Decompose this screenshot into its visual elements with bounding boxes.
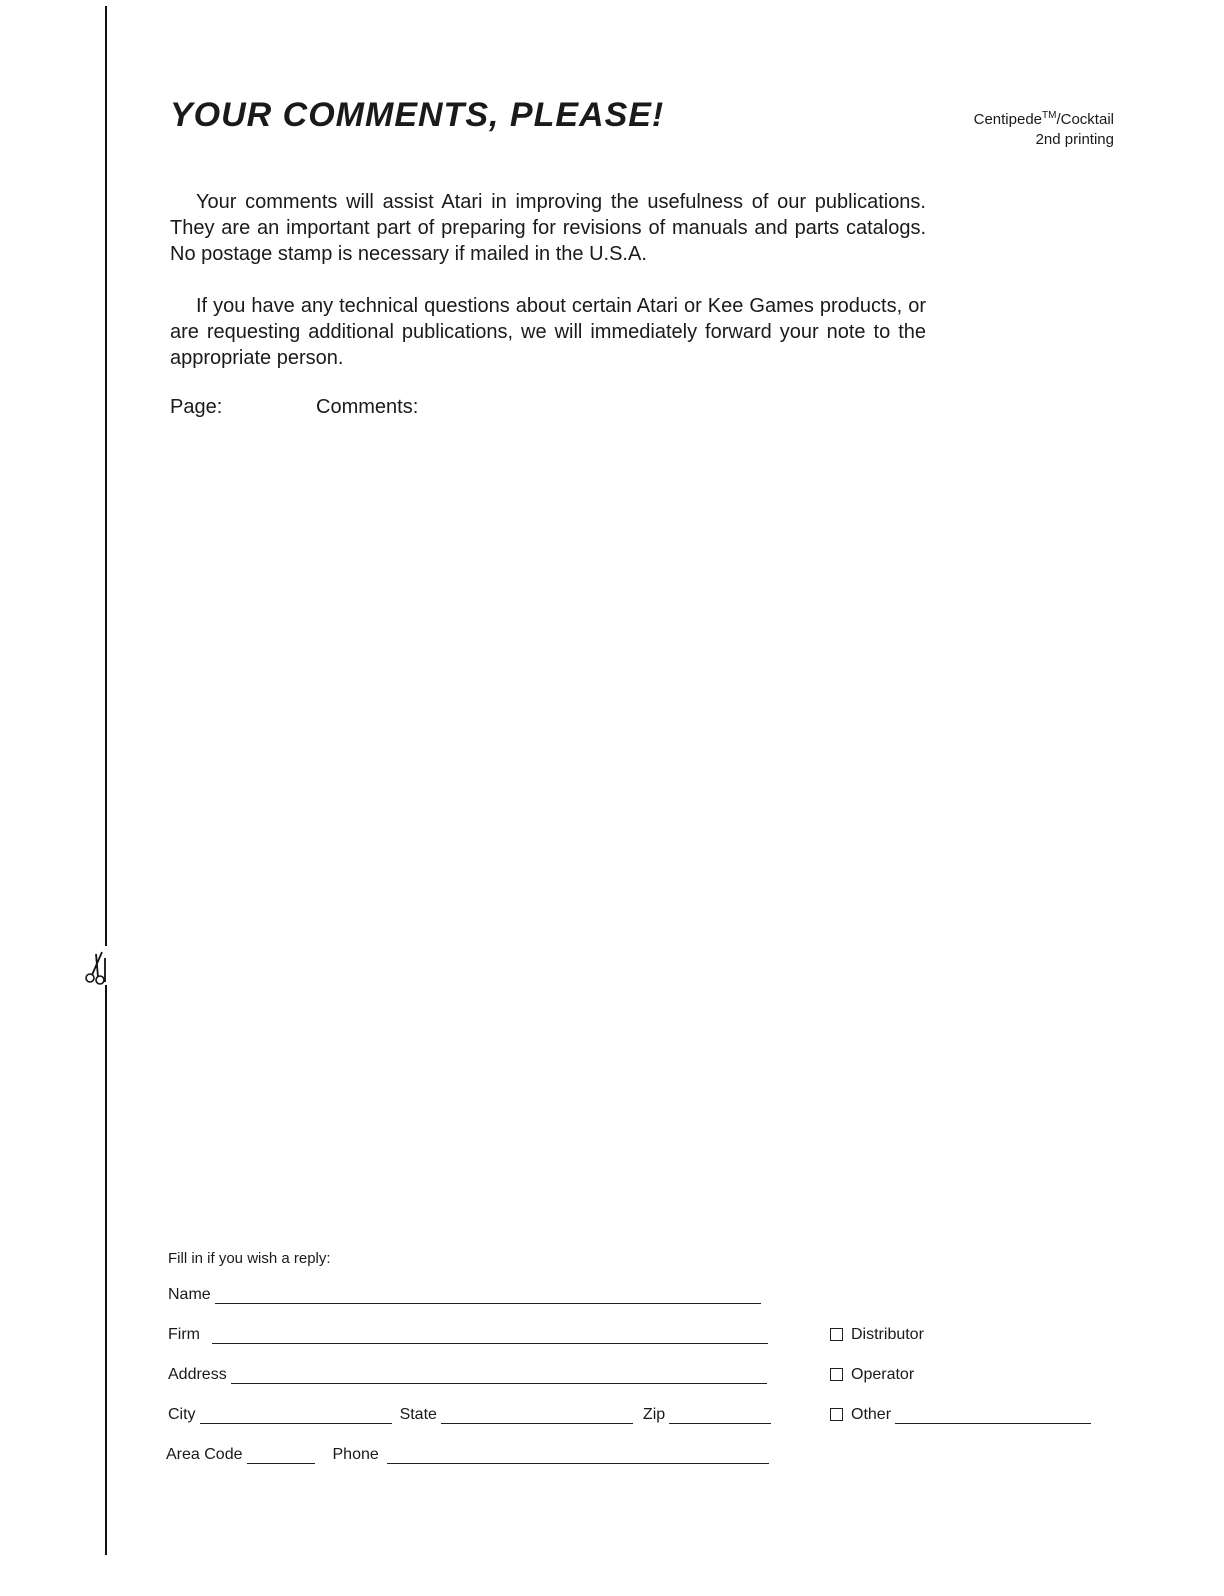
zip-field[interactable]	[669, 1409, 771, 1424]
city-field[interactable]	[200, 1409, 392, 1424]
name-label: Name	[168, 1286, 211, 1303]
address-label: Address	[168, 1366, 227, 1383]
address-field[interactable]	[231, 1369, 767, 1384]
city-label: City	[168, 1406, 196, 1423]
page-title: YOUR COMMENTS, PLEASE!	[170, 96, 665, 134]
area-code-label: Area Code	[166, 1446, 243, 1463]
operator-option	[830, 1366, 914, 1384]
cut-line-top	[105, 6, 107, 946]
distributor-option	[830, 1326, 924, 1344]
other-label: Other	[851, 1406, 892, 1423]
cut-line-bottom	[105, 985, 107, 1555]
document-id	[974, 106, 1114, 150]
name-field[interactable]	[215, 1289, 761, 1304]
other-option	[830, 1406, 1091, 1424]
comments-label: Comments:	[316, 396, 419, 418]
address-row	[168, 1366, 767, 1384]
operator-label: Operator	[851, 1366, 915, 1383]
phone-row	[166, 1446, 769, 1464]
intro-paragraph: Your comments will assist Atari in improving the usefulness of our publications. They are an important part of preparing for revisions of manuals and parts catalogs. No postage stamp is necessary if mailed in the U.S.A.	[170, 191, 926, 265]
firm-row	[168, 1326, 768, 1344]
page-label: Page:	[170, 396, 223, 418]
area-code-field[interactable]	[247, 1449, 315, 1464]
scissors-icon	[84, 950, 114, 986]
doc-printing: 2nd printing	[1035, 131, 1114, 148]
zip-label: Zip	[642, 1406, 666, 1423]
name-row	[168, 1286, 761, 1304]
phone-label: Phone	[332, 1446, 379, 1463]
reply-heading: Fill in if you wish a reply:	[168, 1250, 331, 1267]
trademark-mark: TM	[1042, 110, 1057, 121]
doc-product: Centipede	[973, 111, 1043, 128]
operator-checkbox[interactable]	[830, 1368, 843, 1381]
distributor-label: Distributor	[851, 1326, 924, 1343]
firm-label: Firm	[168, 1326, 200, 1343]
questions-paragraph: If you have any technical questions about certain Atari or Kee Games products, or are requesting additional publications, we will immediately forward your note to the appropriate person.	[170, 295, 926, 369]
city-row	[168, 1406, 771, 1424]
state-field[interactable]	[441, 1409, 633, 1424]
state-label: State	[399, 1406, 437, 1423]
firm-field[interactable]	[212, 1329, 768, 1344]
distributor-checkbox[interactable]	[830, 1328, 843, 1341]
other-field[interactable]	[895, 1409, 1091, 1424]
other-checkbox[interactable]	[830, 1408, 843, 1421]
doc-suffix: /Cocktail	[1056, 111, 1114, 128]
phone-field[interactable]	[387, 1449, 769, 1464]
